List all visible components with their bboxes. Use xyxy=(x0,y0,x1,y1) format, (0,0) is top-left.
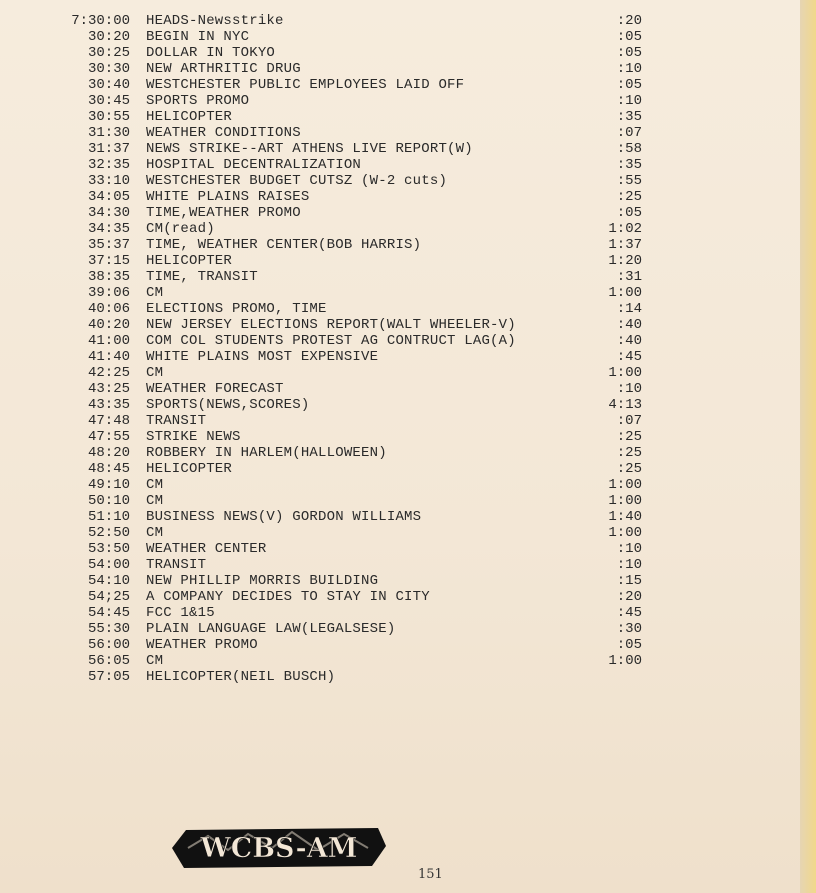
row-time: 32:35 xyxy=(87,157,130,173)
row-time: 38:35 xyxy=(87,269,130,285)
row-duration: 1:00 xyxy=(608,525,642,541)
row-story: CM xyxy=(146,285,164,301)
rundown-row xyxy=(0,93,800,109)
row-duration: :10 xyxy=(616,557,642,573)
row-time: 50:10 xyxy=(87,493,130,509)
row-story: CM xyxy=(146,493,164,509)
row-story: NEW PHILLIP MORRIS BUILDING xyxy=(146,573,379,589)
row-time: 54:00 xyxy=(87,557,130,573)
row-story: TIME, TRANSIT xyxy=(146,269,258,285)
row-duration: :55 xyxy=(616,173,642,189)
rundown-row xyxy=(0,77,800,93)
row-time: 41:00 xyxy=(87,333,130,349)
row-story: BEGIN IN NYC xyxy=(146,29,250,45)
row-duration: 1:00 xyxy=(608,365,642,381)
row-story: NEW ARTHRITIC DRUG xyxy=(146,61,301,77)
rundown-row xyxy=(0,493,800,509)
row-time: 30:30 xyxy=(87,61,130,77)
row-time: 54:10 xyxy=(87,573,130,589)
row-time: 34:30 xyxy=(87,205,130,221)
rundown-row xyxy=(0,413,800,429)
rundown-row xyxy=(0,653,800,669)
rundown-row xyxy=(0,461,800,477)
row-duration: :10 xyxy=(616,541,642,557)
rundown-row xyxy=(0,429,800,445)
rundown-row xyxy=(0,221,800,237)
row-story: TIME, WEATHER CENTER(BOB HARRIS) xyxy=(146,237,422,253)
row-time: 57:05 xyxy=(87,669,130,685)
rundown-row xyxy=(0,269,800,285)
rundown-row xyxy=(0,301,800,317)
row-time: 47:55 xyxy=(87,429,130,445)
row-duration: :10 xyxy=(616,61,642,77)
row-time: 54:45 xyxy=(87,605,130,621)
row-story: SPORTS(NEWS,SCORES) xyxy=(146,397,310,413)
row-story: HEADS-Newsstrike xyxy=(146,13,284,29)
row-time: 48:45 xyxy=(87,461,130,477)
rundown-row xyxy=(0,317,800,333)
rundown-row xyxy=(0,589,800,605)
row-duration: :25 xyxy=(616,429,642,445)
row-duration: :25 xyxy=(616,461,642,477)
row-time: 40:06 xyxy=(87,301,130,317)
row-time: 31:37 xyxy=(87,141,130,157)
row-time: 49:10 xyxy=(87,477,130,493)
rundown-row xyxy=(0,573,800,589)
row-story: WEATHER PROMO xyxy=(146,637,258,653)
row-duration: 1:00 xyxy=(608,493,642,509)
row-duration: 1:40 xyxy=(608,509,642,525)
rundown-row xyxy=(0,525,800,541)
rundown-row xyxy=(0,397,800,413)
row-story: ROBBERY IN HARLEM(HALLOWEEN) xyxy=(146,445,387,461)
rundown-row xyxy=(0,45,800,61)
row-story: WESTCHESTER PUBLIC EMPLOYEES LAID OFF xyxy=(146,77,465,93)
logo-text: WCBS-AM xyxy=(200,833,358,864)
row-time: 34:35 xyxy=(87,221,130,237)
row-duration: :35 xyxy=(616,157,642,173)
rundown-row xyxy=(0,109,800,125)
row-duration: :35 xyxy=(616,109,642,125)
rundown-row xyxy=(0,29,800,45)
row-time: 43:25 xyxy=(87,381,130,397)
row-story: NEWS STRIKE--ART ATHENS LIVE REPORT(W) xyxy=(146,141,473,157)
row-time: 30:45 xyxy=(87,93,130,109)
row-time: 51:10 xyxy=(87,509,130,525)
row-time: 54;25 xyxy=(87,589,130,605)
row-story: TRANSIT xyxy=(146,413,207,429)
rundown-row xyxy=(0,557,800,573)
row-duration: :40 xyxy=(616,317,642,333)
page-edge xyxy=(800,0,816,893)
row-time: 7:30:00 xyxy=(71,13,130,29)
rundown-row xyxy=(0,477,800,493)
rundown-row xyxy=(0,13,800,29)
rundown-row xyxy=(0,189,800,205)
row-duration: :15 xyxy=(616,573,642,589)
row-duration: :10 xyxy=(616,93,642,109)
rundown-row xyxy=(0,141,800,157)
row-story: COM COL STUDENTS PROTEST AG CONTRUCT LAG(A) xyxy=(146,333,516,349)
row-duration: :07 xyxy=(616,413,642,429)
row-story: TIME,WEATHER PROMO xyxy=(146,205,301,221)
row-time: 30:20 xyxy=(87,29,130,45)
row-duration: :05 xyxy=(616,45,642,61)
row-time: 52:50 xyxy=(87,525,130,541)
row-duration: :05 xyxy=(616,77,642,93)
rundown-row xyxy=(0,509,800,525)
row-story: CM xyxy=(146,525,164,541)
row-duration: :05 xyxy=(616,205,642,221)
rundown-list xyxy=(0,13,800,685)
rundown-row xyxy=(0,285,800,301)
rundown-row xyxy=(0,541,800,557)
rundown-row xyxy=(0,637,800,653)
row-time: 41:40 xyxy=(87,349,130,365)
row-time: 30:40 xyxy=(87,77,130,93)
row-time: 53:50 xyxy=(87,541,130,557)
rundown-row xyxy=(0,669,800,685)
row-time: 43:35 xyxy=(87,397,130,413)
row-duration: :14 xyxy=(616,301,642,317)
row-duration: 1:00 xyxy=(608,285,642,301)
row-story: HELICOPTER(NEIL BUSCH) xyxy=(146,669,336,685)
wcbs-am-logo xyxy=(168,818,390,874)
row-story: PLAIN LANGUAGE LAW(LEGALSESE) xyxy=(146,621,396,637)
row-duration: :20 xyxy=(616,13,642,29)
row-story: CM xyxy=(146,653,164,669)
row-duration: :25 xyxy=(616,445,642,461)
row-time: 40:20 xyxy=(87,317,130,333)
row-duration: 1:20 xyxy=(608,253,642,269)
rundown-row xyxy=(0,381,800,397)
row-story: STRIKE NEWS xyxy=(146,429,241,445)
row-duration: :30 xyxy=(616,621,642,637)
row-story: A COMPANY DECIDES TO STAY IN CITY xyxy=(146,589,430,605)
row-duration: :40 xyxy=(616,333,642,349)
row-time: 31:30 xyxy=(87,125,130,141)
rundown-row xyxy=(0,605,800,621)
rundown-row xyxy=(0,173,800,189)
rundown-row xyxy=(0,205,800,221)
row-story: WEATHER CONDITIONS xyxy=(146,125,301,141)
row-time: 30:25 xyxy=(87,45,130,61)
row-duration: 1:37 xyxy=(608,237,642,253)
row-story: CM xyxy=(146,365,164,381)
rundown-row xyxy=(0,445,800,461)
row-duration: :07 xyxy=(616,125,642,141)
row-story: HOSPITAL DECENTRALIZATION xyxy=(146,157,362,173)
row-duration: :05 xyxy=(616,29,642,45)
row-time: 35:37 xyxy=(87,237,130,253)
row-story: HELICOPTER xyxy=(146,461,233,477)
row-story: ELECTIONS PROMO, TIME xyxy=(146,301,327,317)
row-story: BUSINESS NEWS(V) GORDON WILLIAMS xyxy=(146,509,422,525)
row-story: WEATHER FORECAST xyxy=(146,381,284,397)
row-duration: :45 xyxy=(616,349,642,365)
rundown-row xyxy=(0,61,800,77)
row-story: NEW JERSEY ELECTIONS REPORT(WALT WHEELER-V) xyxy=(146,317,516,333)
row-duration: :31 xyxy=(616,269,642,285)
row-time: 48:20 xyxy=(87,445,130,461)
rundown-row xyxy=(0,125,800,141)
row-story: WEATHER CENTER xyxy=(146,541,267,557)
row-time: 30:55 xyxy=(87,109,130,125)
row-duration: 1:00 xyxy=(608,477,642,493)
row-time: 42:25 xyxy=(87,365,130,381)
rundown-row xyxy=(0,253,800,269)
rundown-row xyxy=(0,365,800,381)
row-duration: 1:02 xyxy=(608,221,642,237)
row-time: 34:05 xyxy=(87,189,130,205)
row-story: SPORTS PROMO xyxy=(146,93,250,109)
row-duration: 1:00 xyxy=(608,653,642,669)
rundown-row xyxy=(0,237,800,253)
row-story: CM(read) xyxy=(146,221,215,237)
row-time: 33:10 xyxy=(87,173,130,189)
row-duration: :05 xyxy=(616,637,642,653)
rundown-row xyxy=(0,157,800,173)
row-duration: 4:13 xyxy=(608,397,642,413)
row-story: CM xyxy=(146,477,164,493)
rundown-row xyxy=(0,333,800,349)
row-story: WESTCHESTER BUDGET CUTSZ (W-2 cuts) xyxy=(146,173,448,189)
rundown-row xyxy=(0,621,800,637)
row-story: DOLLAR IN TOKYO xyxy=(146,45,276,61)
page-number: 151 xyxy=(418,867,443,882)
rundown-row xyxy=(0,349,800,365)
row-time: 55:30 xyxy=(87,621,130,637)
row-story: TRANSIT xyxy=(146,557,207,573)
row-time: 39:06 xyxy=(87,285,130,301)
row-time: 56:05 xyxy=(87,653,130,669)
row-story: WHITE PLAINS RAISES xyxy=(146,189,310,205)
row-story: FCC 1&15 xyxy=(146,605,215,621)
row-story: WHITE PLAINS MOST EXPENSIVE xyxy=(146,349,379,365)
row-story: HELICOPTER xyxy=(146,253,233,269)
row-duration: :58 xyxy=(616,141,642,157)
row-time: 47:48 xyxy=(87,413,130,429)
row-story: HELICOPTER xyxy=(146,109,233,125)
row-duration: :45 xyxy=(616,605,642,621)
row-duration: :10 xyxy=(616,381,642,397)
row-duration: :20 xyxy=(616,589,642,605)
row-duration: :25 xyxy=(616,189,642,205)
row-time: 37:15 xyxy=(87,253,130,269)
row-time: 56:00 xyxy=(87,637,130,653)
